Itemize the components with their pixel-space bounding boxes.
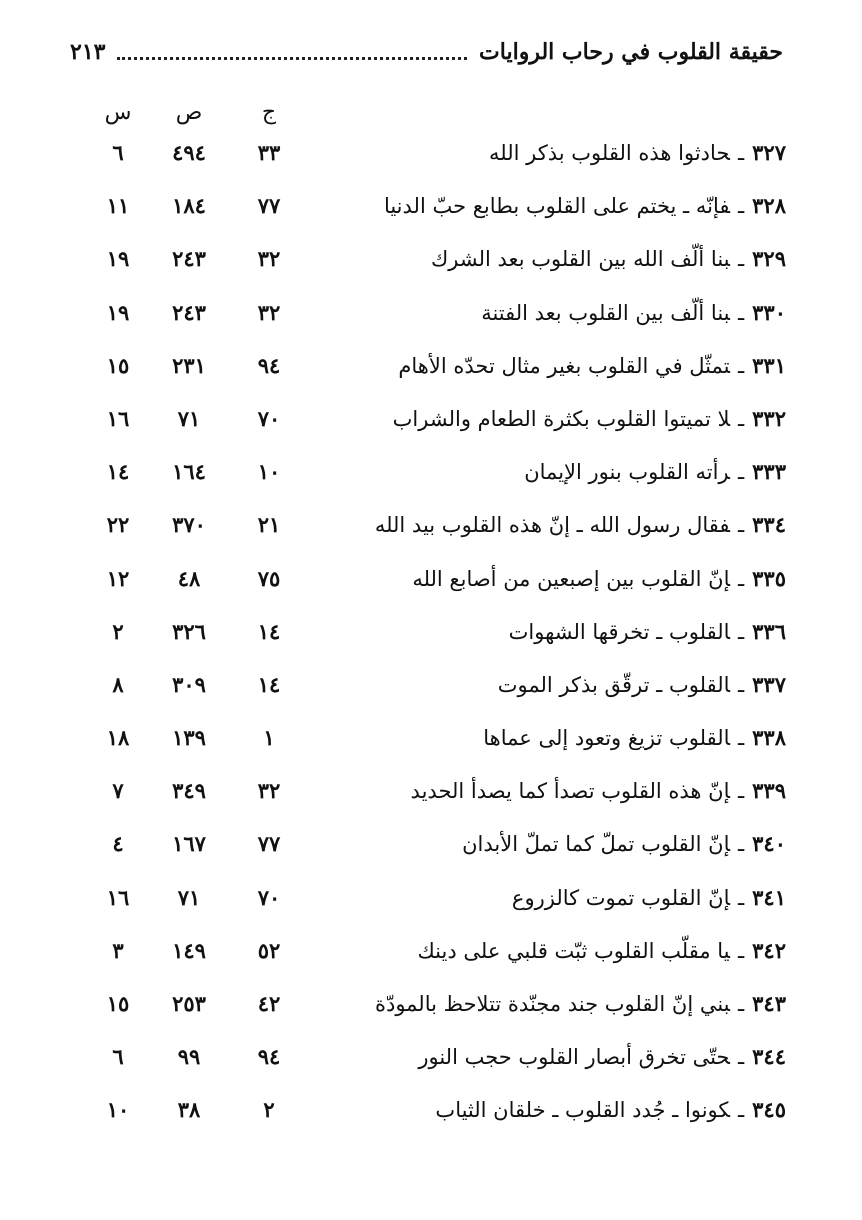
entry-dash: ـ bbox=[738, 832, 745, 857]
entry bbox=[393, 406, 786, 431]
running-title: حقيقة القلوب في رحاب الروايات bbox=[479, 39, 783, 65]
entry bbox=[462, 831, 786, 856]
cell-volume: ١٤ bbox=[257, 618, 281, 644]
entry-number: ٣٢٧ bbox=[752, 140, 786, 165]
cell-volume: ٧٧ bbox=[257, 831, 281, 857]
cell-volume: ٧٥ bbox=[257, 565, 281, 591]
entry-dash: ـ bbox=[738, 779, 745, 804]
cell-page: ٣٢٦ bbox=[172, 618, 206, 644]
page-number: ٢١٣ bbox=[70, 39, 106, 65]
entry-dash: ـ bbox=[738, 885, 745, 910]
cell-page: ٢٤٣ bbox=[172, 299, 206, 325]
entry bbox=[384, 193, 786, 218]
entry-text: كونوا ـ جُدد القلوب ـ خلقان الثياب bbox=[435, 1098, 730, 1123]
cell-volume: ١٤ bbox=[257, 671, 281, 697]
cell-page: ١٨٤ bbox=[172, 193, 206, 219]
entry bbox=[481, 300, 786, 325]
cell-volume: ٧٧ bbox=[257, 193, 281, 219]
cell-line: ١٤ bbox=[106, 459, 130, 485]
entry-number: ٣٣٨ bbox=[752, 725, 786, 751]
entry-number: ٣٣٦ bbox=[752, 618, 786, 644]
cell-line: ٢٢ bbox=[106, 512, 130, 538]
cell-line: ١٨ bbox=[106, 725, 130, 751]
entry-number: ٣٤٣ bbox=[752, 991, 786, 1016]
entry-text: القلوب ـ ترقّق بذكر الموت bbox=[497, 672, 730, 697]
index-row bbox=[0, 398, 862, 451]
entry bbox=[375, 991, 786, 1016]
entry-text: فإنّه ـ يختم على القلوب بطابع حبّ الدنيا bbox=[383, 194, 730, 219]
column-header-volume: ج bbox=[261, 100, 277, 125]
cell-page: ٤٩٤ bbox=[172, 140, 206, 165]
entry bbox=[483, 725, 786, 750]
entry bbox=[489, 140, 786, 165]
entry-text: إنّ القلوب تملّ كما تملّ الأبدان bbox=[462, 832, 730, 857]
cell-line: ١٥ bbox=[106, 352, 130, 378]
cell-volume: ٤٢ bbox=[257, 991, 281, 1016]
entry-text: يا مقلّب القلوب ثبّت قلبي على دينك bbox=[417, 938, 730, 963]
cell-page: ١٣٩ bbox=[172, 725, 206, 751]
index-row bbox=[0, 451, 862, 504]
cell-page: ٩٩ bbox=[177, 1044, 201, 1070]
entry-dash: ـ bbox=[738, 300, 745, 325]
entry bbox=[431, 246, 786, 271]
entry-number: ٣٤٥ bbox=[752, 1097, 786, 1123]
cell-line: ١٩ bbox=[106, 299, 130, 325]
cell-line: ١٥ bbox=[106, 991, 130, 1016]
entry-text: تمثّل في القلوب بغير مثال تحدّه الأهام bbox=[398, 353, 730, 378]
cell-page: ٧١ bbox=[177, 405, 201, 431]
entry-number: ٣٤٠ bbox=[752, 831, 786, 857]
index-row bbox=[0, 983, 862, 1036]
entry-number: ٣٣٤ bbox=[752, 512, 786, 538]
entry-text: حادثوا هذه القلوب بذكر الله bbox=[489, 141, 730, 165]
index-row bbox=[0, 664, 862, 717]
running-header bbox=[70, 34, 783, 70]
cell-line: ١٢ bbox=[106, 565, 130, 591]
entry-dash: ـ bbox=[738, 726, 745, 751]
cell-line: ٦ bbox=[112, 1044, 124, 1070]
entry-dash: ـ bbox=[738, 406, 745, 431]
index-row bbox=[0, 185, 862, 238]
index-row bbox=[0, 823, 862, 876]
entry-dash: ـ bbox=[738, 1045, 745, 1070]
index-row bbox=[0, 558, 862, 611]
entry-text: إنّ هذه القلوب تصدأ كما يصدأ الحديد bbox=[410, 779, 730, 804]
entry bbox=[412, 566, 786, 591]
index-row bbox=[0, 930, 862, 983]
cell-page: ٤٨ bbox=[177, 565, 201, 591]
cell-line: ٣ bbox=[112, 937, 124, 963]
cell-page: ٣٨ bbox=[177, 1097, 201, 1123]
index-row bbox=[0, 132, 862, 185]
cell-volume: ٣٣ bbox=[257, 140, 281, 165]
cell-volume: ٢١ bbox=[257, 512, 281, 538]
entry bbox=[512, 885, 786, 910]
column-header-line: س bbox=[104, 100, 132, 125]
entry bbox=[509, 619, 786, 644]
entry-text: إنّ القلوب بين إصبعين من أصابع الله bbox=[412, 566, 730, 591]
cell-page: ٣٧٠ bbox=[172, 512, 206, 538]
entry-number: ٣٢٩ bbox=[752, 246, 786, 272]
cell-line: ١٩ bbox=[106, 246, 130, 272]
entry-number: ٣٣٣ bbox=[752, 459, 786, 485]
entry-text: حتّى تخرق أبصار القلوب حجب النور bbox=[418, 1045, 730, 1070]
column-header-page: ص bbox=[175, 100, 203, 125]
cell-volume: ٣٢ bbox=[257, 778, 281, 804]
cell-line: ٦ bbox=[112, 140, 124, 165]
entry-text: بني إنّ القلوب جند مجنّدة تتلاحظ بالمودّة bbox=[374, 992, 730, 1016]
entry-dash: ـ bbox=[738, 992, 745, 1016]
index-list bbox=[0, 132, 862, 1143]
entry-dash: ـ bbox=[738, 672, 745, 697]
entry bbox=[375, 512, 786, 537]
index-row bbox=[0, 292, 862, 345]
cell-page: ١٤٩ bbox=[172, 937, 206, 963]
index-row bbox=[0, 611, 862, 664]
cell-volume: ٣٢ bbox=[257, 299, 281, 325]
entry-text: القلوب تزيغ وتعود إلى عماها bbox=[483, 726, 730, 751]
entry bbox=[435, 1097, 786, 1122]
entry-dash: ـ bbox=[738, 619, 745, 644]
entry-number: ٣٤٢ bbox=[752, 937, 786, 963]
index-row bbox=[0, 1089, 862, 1142]
entry bbox=[411, 778, 786, 803]
cell-page: ١٦٤ bbox=[172, 459, 206, 485]
entry-text: رأته القلوب بنور الإيمان bbox=[524, 460, 730, 485]
cell-page: ١٦٧ bbox=[172, 831, 206, 857]
cell-line: ١٦ bbox=[106, 884, 130, 910]
cell-line: ١٠ bbox=[106, 1097, 130, 1123]
index-row bbox=[0, 770, 862, 823]
entry-text: بنا ألّف بين القلوب بعد الفتنة bbox=[481, 300, 730, 325]
entry-text: إنّ القلوب تموت كالزروع bbox=[511, 885, 730, 910]
entry-text: لا تميتوا القلوب بكثرة الطعام والشراب bbox=[392, 406, 730, 431]
cell-line: ٢ bbox=[112, 618, 124, 644]
entry-dash: ـ bbox=[738, 938, 745, 963]
index-row bbox=[0, 504, 862, 557]
cell-page: ٢٣١ bbox=[172, 352, 206, 378]
cell-line: ٨ bbox=[112, 671, 124, 697]
entry-dash: ـ bbox=[738, 141, 745, 165]
entry bbox=[398, 353, 786, 378]
entry bbox=[417, 938, 786, 963]
cell-page: ٣٠٩ bbox=[172, 671, 206, 697]
cell-volume: ٥٢ bbox=[257, 937, 281, 963]
entry-number: ٣٤١ bbox=[752, 884, 786, 910]
cell-page: ٧١ bbox=[177, 884, 201, 910]
entry-dash: ـ bbox=[738, 566, 745, 591]
entry-number: ٣٣٧ bbox=[752, 671, 786, 697]
entry-number: ٣٣٩ bbox=[752, 778, 786, 804]
cell-volume: ٧٠ bbox=[257, 405, 281, 431]
cell-line: ٧ bbox=[112, 778, 124, 804]
index-row bbox=[0, 238, 862, 291]
entry bbox=[524, 459, 786, 484]
cell-line: ١١ bbox=[106, 193, 130, 219]
cell-volume: ٢ bbox=[263, 1097, 275, 1123]
entry-number: ٣٢٨ bbox=[752, 193, 786, 219]
entry-text: فقال رسول الله ـ إنّ هذه القلوب بيد الله bbox=[374, 513, 730, 538]
entry-number: ٣٣٠ bbox=[752, 299, 786, 325]
index-row bbox=[0, 877, 862, 930]
cell-volume: ٣٢ bbox=[257, 246, 281, 272]
entry-number: ٣٣٥ bbox=[752, 565, 786, 591]
cell-line: ٤ bbox=[112, 831, 124, 857]
entry-dash: ـ bbox=[738, 1098, 745, 1123]
index-row bbox=[0, 345, 862, 398]
cell-page: ٣٤٩ bbox=[172, 778, 206, 804]
cell-line: ١٦ bbox=[106, 405, 130, 431]
entry-dash: ـ bbox=[738, 513, 745, 538]
index-row bbox=[0, 717, 862, 770]
entry-dash: ـ bbox=[738, 194, 745, 219]
cell-page: ٢٥٣ bbox=[172, 991, 206, 1016]
cell-page: ٢٤٣ bbox=[172, 246, 206, 272]
entry bbox=[498, 672, 786, 697]
leader-dots bbox=[117, 57, 467, 60]
entry-number: ٣٣٢ bbox=[752, 405, 786, 431]
cell-volume: ٩٤ bbox=[257, 1044, 281, 1070]
cell-volume: ٩٤ bbox=[257, 352, 281, 378]
entry-text: القلوب ـ تخرقها الشهوات bbox=[508, 619, 730, 644]
entry bbox=[418, 1044, 786, 1069]
entry-number: ٣٤٤ bbox=[752, 1044, 786, 1070]
entry-dash: ـ bbox=[738, 460, 745, 485]
cell-volume: ١ bbox=[263, 725, 275, 751]
cell-volume: ٧٠ bbox=[257, 884, 281, 910]
entry-text: بنا ألّف الله بين القلوب بعد الشرك bbox=[431, 247, 730, 272]
entry-number: ٣٣١ bbox=[752, 352, 786, 378]
entry-dash: ـ bbox=[738, 247, 745, 272]
entry-dash: ـ bbox=[738, 353, 745, 378]
cell-volume: ١٠ bbox=[257, 459, 281, 485]
index-row bbox=[0, 1036, 862, 1089]
